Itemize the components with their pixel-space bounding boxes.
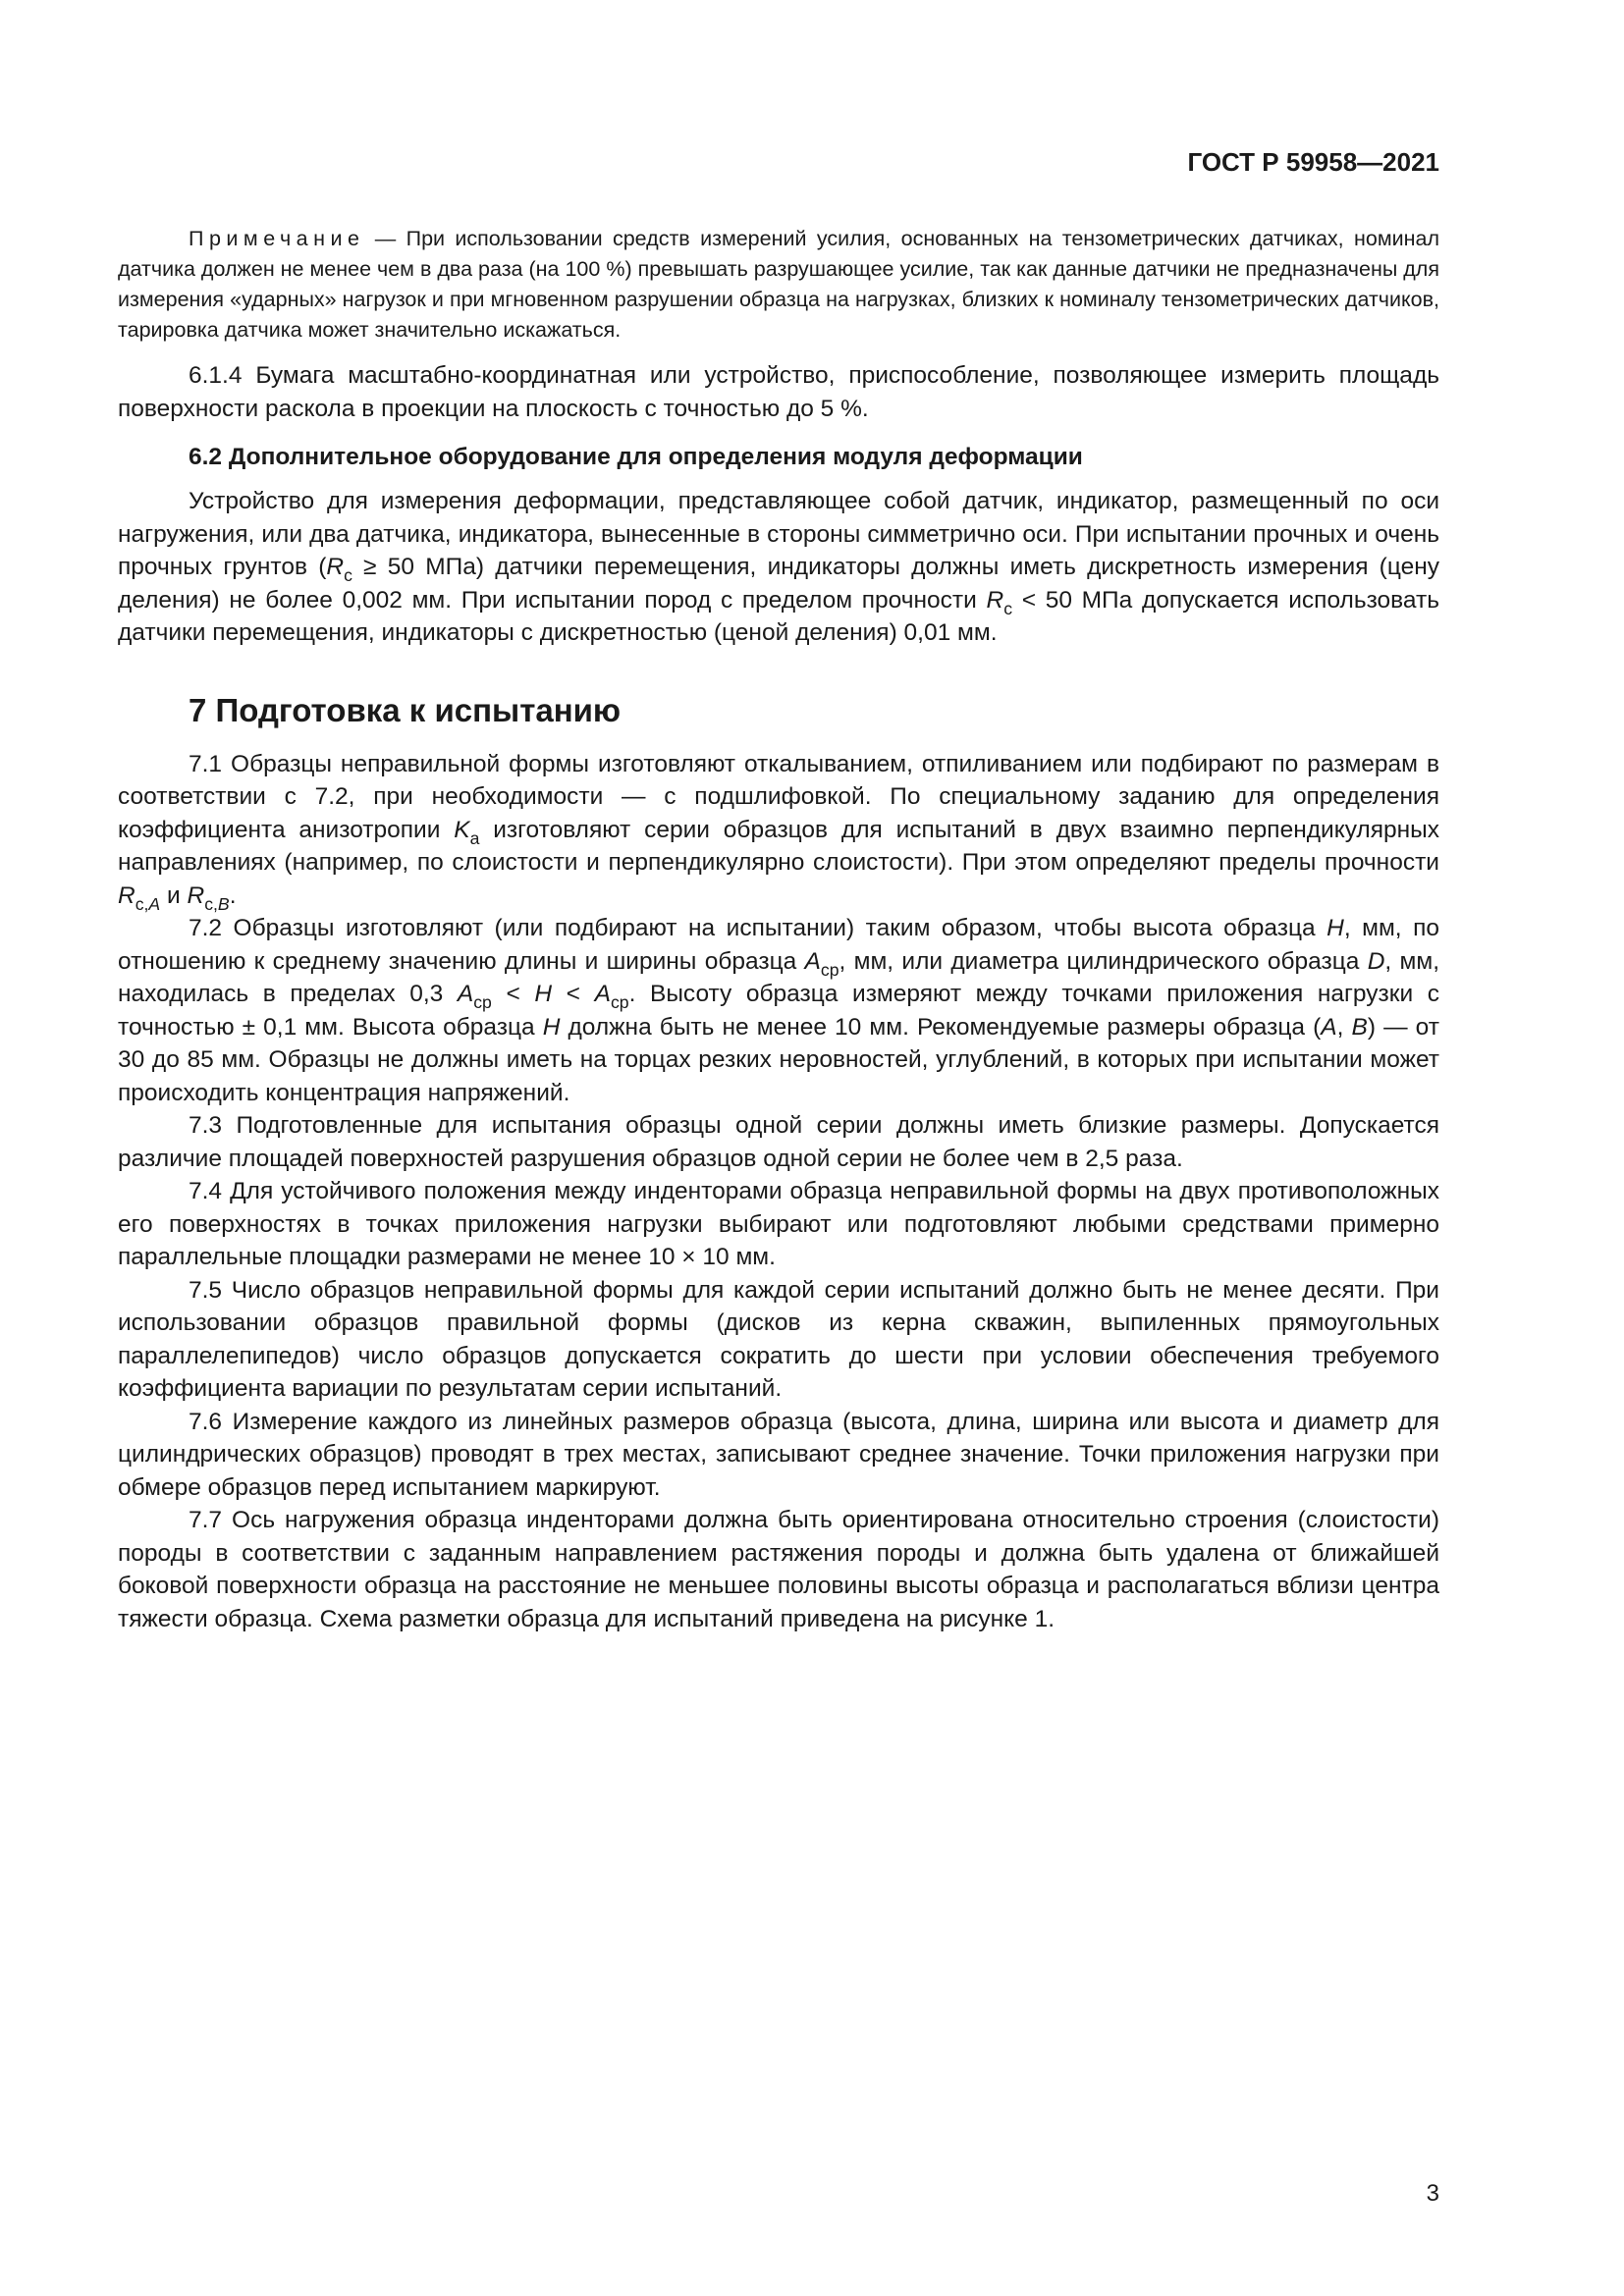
text-run: ) — от 30 до 85 мм. Образцы не должны иметь на торцах резких неровностей, углублений, в которых при испытании может происходить концентрация напряжений. [118, 1013, 1439, 1106]
page-content [118, 224, 1439, 1635]
subscript-part: с, [204, 893, 218, 914]
text-run: 7.2 Образцы изготовляют (или подбирают на испытании) таким образом, чтобы высота образца [189, 915, 1327, 941]
subscript-part: B [217, 893, 230, 914]
paragraph-6-2 [118, 485, 1439, 650]
note-label: Примечание [189, 227, 365, 250]
text-run: . [229, 881, 237, 909]
symbol-B: B [1351, 1013, 1368, 1041]
symbol-A: A [457, 981, 474, 1007]
paragraph-7-2 [118, 912, 1439, 1109]
symbol-A: A [804, 947, 821, 975]
subscript-part: A [148, 893, 161, 914]
paragraph-7-7: 7.7 Ось нагружения образца инденторами должна быть ориентирована относительно строения (слоистости) породы в соответствии с заданным направлением растяжения породы и должна быть удалена от ближайшей боковой поверхности образца на расстояние не меньшее половины высоты образца и располагаться вблизи центра тяжести образца. Схема разметки образца для испытаний приведена на рисунке 1. [118, 1507, 1439, 1632]
symbol-R: R [326, 554, 345, 580]
symbol-R: R [187, 881, 205, 909]
text-run: ≥ 50 МПа) датчики перемещения, индикаторы должны иметь дискретность измерения (цену деления) не более 0,002 мм. При испытании пород с пределом прочности [118, 554, 1440, 614]
text-run: < 50 МПа допускается использовать датчики перемещения, индикаторы с дискретностью (ценой деления) 0,01 мм. [118, 586, 1439, 646]
subscript-cp: ср [473, 992, 492, 1012]
page-number: 3 [1426, 2180, 1439, 2207]
subscript-c: с [344, 565, 352, 585]
subscript-cp: ср [820, 959, 839, 980]
paragraph-7-3: 7.3 Подготовленные для испытания образцы одной серии должны иметь близкие размеры. Допускается различие площадей поверхностей разрушения образцов одной серии не более чем в 2,5 раза. [118, 1112, 1439, 1172]
symbol-H: H [542, 1013, 561, 1041]
subscript-c: с [1003, 598, 1012, 618]
symbol-K: K [454, 816, 470, 843]
text-run: и [160, 881, 188, 909]
symbol-R: R [986, 586, 1004, 614]
heading-section-7: 7 Подготовка к испытанию [189, 691, 622, 728]
paragraph-7-4: 7.4 Для устойчивого положения между инденторами образца неправильной формы на двух противоположных его поверхностях в точках приложения нагрузки выбирают или подготовляют любыми средствами примерно параллельные площадки размерами не менее 10 × 10 мм. [118, 1178, 1439, 1270]
text-run: . Высоту образца измеряют между точками приложения нагрузки с точностью ± 0,1 мм. Высота образца [118, 981, 1440, 1041]
note-paragraph [118, 224, 1439, 346]
symbol-H: H [1326, 915, 1344, 941]
subscript-cA [135, 894, 160, 914]
text-run: , мм, или диаметра цилиндрического образца [839, 947, 1368, 975]
symbol-A: A [594, 981, 611, 1007]
symbol-R: R [118, 881, 135, 909]
symbol-D: D [1367, 947, 1385, 975]
paragraph-6-1-4: 6.1.4 Бумага масштабно-координатная или устройство, приспособление, позволяющее измерить площадь поверхности раскола в проекции на плоскость с точностью до 5 %. [118, 362, 1439, 422]
paragraph-7-1 [118, 748, 1439, 913]
symbol-A: A [1321, 1013, 1337, 1041]
text-run: 7.1 Образцы неправильной формы изготовляют откалыванием, отпиливанием или подбирают по размерам в соответствии с 7.2, при необходимости — с подшлифовкой. По специальному заданию для определения коэффициента анизотропии [118, 750, 1439, 843]
text-run: < [491, 981, 535, 1007]
text-run: изготовляют серии образцов для испытаний в двух взаимно перпендикулярных направлениях (например, по слоистости и перпендикулярно слоистости). При этом определяют пределы прочности [118, 816, 1439, 876]
note-text: — При использовании средств измерений усилия, основанных на тензометрических датчиках, номинал датчика должен не менее чем в два раза (на 100 %) превышать разрушающее усилие, так как данные датчики не предназначены для измерения «ударных» нагрузок и при мгновенном разрушении образца на нагрузках, близких к номиналу тензометрических датчиков, тарировка датчика может значительно искажаться. [118, 227, 1439, 342]
standard-code: ГОСТ Р 59958—2021 [1187, 147, 1439, 177]
paragraph-7-6: 7.6 Измерение каждого из линейных размеров образца (высота, длина, ширина или высота и диаметр для цилиндрических образцов) проводят в трех местах, записывают среднее значение. Точки приложения нагрузки при обмере образцов перед испытанием маркируют. [118, 1408, 1439, 1501]
subscript-part: с, [135, 893, 149, 914]
text-run: Устройство для измерения деформации, представляющее собой датчик, индикатор, размещенный по оси нагружения, или два датчика, индикатора, вынесенные в стороны симметрично оси. При испытании прочных и очень прочных грунтов ( [118, 488, 1439, 580]
paragraph-7-5: 7.5 Число образцов неправильной формы для каждой серии испытаний должно быть не менее десяти. При использовании образцов правильной формы (дисков из керна скважин, выпиленных прямоугольных параллелепипедов) число образцов допускается сократить до шести при условии обеспечения требуемого коэффициента вариации по результатам серии испытаний. [118, 1276, 1439, 1402]
text-run: < [552, 981, 595, 1007]
text-run: , мм, находилась в пределах 0,3 [118, 947, 1439, 1007]
subscript-cB [204, 894, 229, 914]
heading-6-2: 6.2 Дополнительное оборудование для определения модуля деформации [189, 444, 1083, 470]
subscript-cp: ср [610, 992, 629, 1012]
text-run: должна быть не менее 10 мм. Рекомендуемые размеры образца ( [560, 1013, 1322, 1041]
text-run: , [1336, 1013, 1352, 1041]
symbol-H: H [534, 981, 553, 1007]
text-run: , мм, по отношению к среднему значению длины и ширины образца [118, 915, 1439, 975]
subscript-a: а [469, 828, 480, 848]
